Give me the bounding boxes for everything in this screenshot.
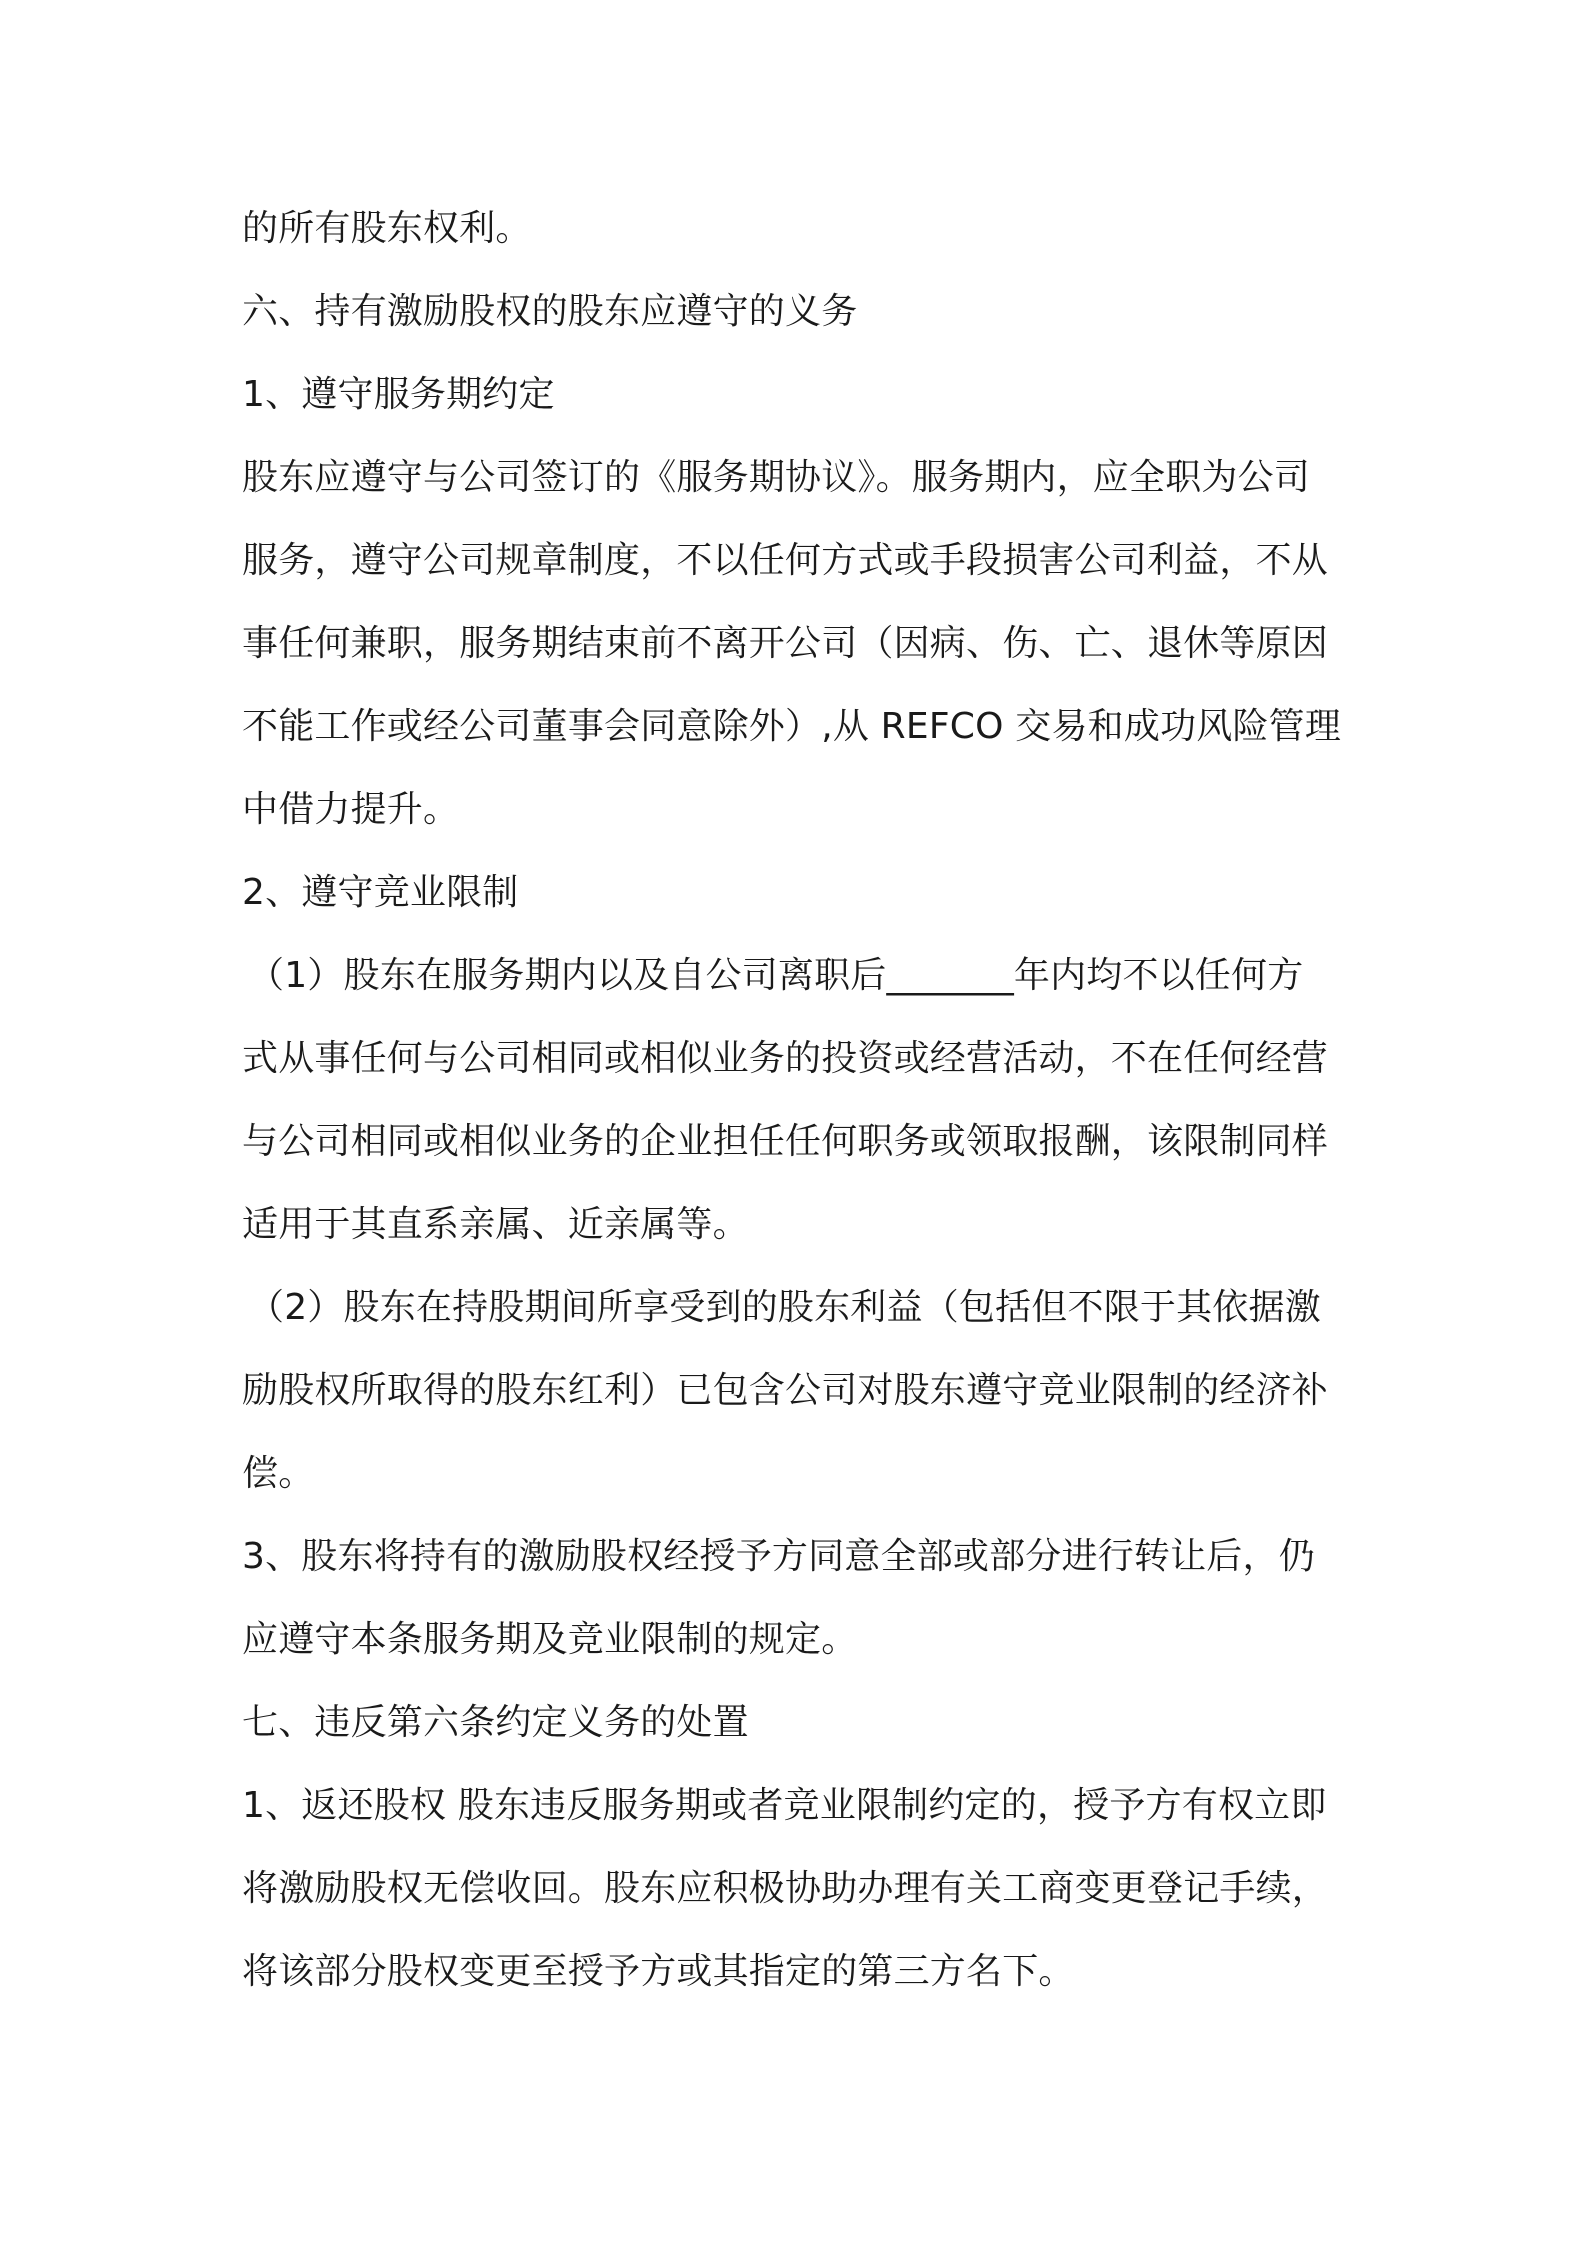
text-line: 式从事任何与公司相同或相似业务的投资或经营活动，不在任何经营 xyxy=(242,1038,1329,1079)
text-line: 偿。 xyxy=(242,1453,315,1494)
text-line: 服务，遵守公司规章制度，不以任何方式或手段损害公司利益，不从 xyxy=(242,540,1329,581)
text-line: 股东应遵守与公司签订的《服务期协议》。服务期内，应全职为公司 xyxy=(242,457,1311,498)
subsection-heading: 1、遵守服务期约定 xyxy=(242,374,555,415)
text-line: 的所有股东权利。 xyxy=(242,208,532,249)
text-line: 将激励股权无偿收回。股东应积极协助办理有关工商变更登记手续， xyxy=(242,1868,1329,1909)
text-line: 将该部分股权变更至授予方或其指定的第三方名下。 xyxy=(242,1951,1075,1992)
text-line: 不能工作或经公司董事会同意除外）,从 REFCO 交易和成功风险管理 xyxy=(242,706,1342,747)
section-heading: 六、持有激励股权的股东应遵守的义务 xyxy=(242,291,858,332)
text-line: 1、返还股权 股东违反服务期或者竞业限制约定的，授予方有权立即 xyxy=(242,1785,1327,1826)
text-line: 适用于其直系亲属、近亲属等。 xyxy=(242,1204,749,1245)
text-line: 中借力提升。 xyxy=(242,789,460,830)
text-line: 与公司相同或相似业务的企业担任任何职务或领取报酬，该限制同样 xyxy=(242,1121,1329,1162)
text-line: 应遵守本条服务期及竞业限制的规定。 xyxy=(242,1619,858,1660)
section-heading: 七、违反第六条约定义务的处置 xyxy=(242,1702,749,1743)
subsection-heading: 2、遵守竞业限制 xyxy=(242,872,519,913)
text-line: （1）股东在服务期内以及自公司离职后_______年内均不以任何方 xyxy=(248,955,1304,996)
text-line: 3、股东将持有的激励股权经授予方同意全部或部分进行转让后，仍 xyxy=(242,1536,1315,1577)
text-line: （2）股东在持股期间所享受到的股东利益（包括但不限于其依据激 xyxy=(248,1287,1321,1328)
text-line: 励股权所取得的股东红利）已包含公司对股东遵守竞业限制的经济补 xyxy=(242,1370,1329,1411)
text-line: 事任何兼职，服务期结束前不离开公司（因病、伤、亡、退休等原因 xyxy=(242,623,1329,664)
